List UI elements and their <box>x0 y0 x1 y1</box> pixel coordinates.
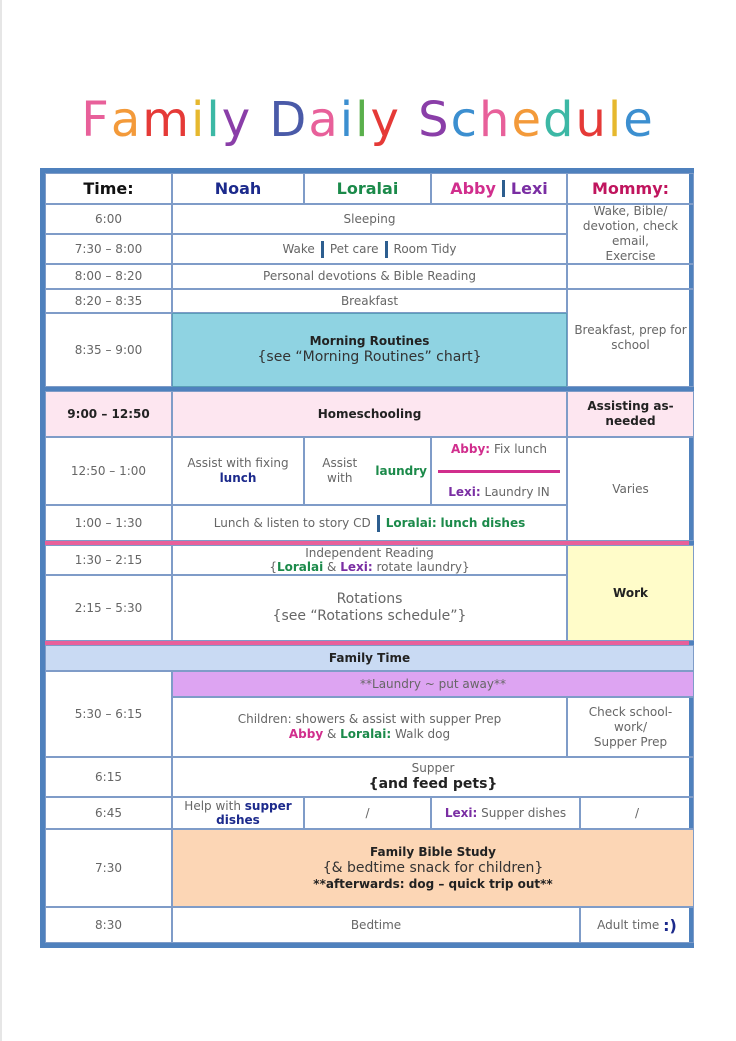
time-1250: 12:50 – 1:00 <box>45 437 172 505</box>
title-letter <box>252 92 269 148</box>
title-letter: i <box>191 92 207 148</box>
loralai-dishes-name: Loralai: <box>385 515 437 530</box>
mommy-check-line: Check school- <box>588 704 673 719</box>
abby-name: Abby <box>288 727 324 741</box>
title-letter: a <box>308 92 340 148</box>
lexi-task-text: Laundry IN <box>484 485 550 499</box>
noah-lunch-bold: lunch <box>219 471 257 485</box>
noah-lunch <box>172 437 304 505</box>
mommy-check-line: work/ <box>613 719 648 734</box>
loralai-laundry-bold: laundry <box>375 463 427 478</box>
time-130: 1:30 – 2:15 <box>45 545 172 575</box>
time-830: 8:30 <box>45 907 172 943</box>
wake-petcare-tidy <box>172 234 567 264</box>
amp: & <box>323 560 341 574</box>
noah-supper-dishes <box>172 797 304 829</box>
title-letter: S <box>418 92 451 148</box>
mommy-assisting-line: Assisting as- <box>587 399 674 413</box>
abby-lexi-divider <box>438 470 560 473</box>
bedtime: Bedtime <box>172 907 580 943</box>
noah-help <box>184 799 291 813</box>
wake-text: Wake <box>282 241 315 256</box>
laundry-put-away: **Laundry ~ put away** <box>172 671 694 697</box>
time-600: 6:00 <box>45 204 172 234</box>
mommy-early-routine <box>567 204 694 264</box>
title-letter: d <box>542 92 576 148</box>
mommy-breakfast-line: school <box>611 338 650 352</box>
loralai-dishes-task: lunch dishes <box>440 515 526 530</box>
brace: { <box>269 560 277 574</box>
mommy-breakfast <box>567 289 694 387</box>
smiley: :) <box>663 915 677 935</box>
time-530: 5:30 – 6:15 <box>45 671 172 757</box>
morning-routines <box>172 313 567 387</box>
family-bible-study <box>172 829 694 907</box>
header-abby: Abby <box>450 179 496 198</box>
children-showers-text: Children: showers & assist with supper Prep <box>237 712 502 726</box>
rotate-laundry-text: rotate laundry} <box>372 560 470 574</box>
title-letter: m <box>142 92 192 148</box>
lexi-name: Lexi: <box>444 805 478 820</box>
mommy-empty <box>567 264 694 289</box>
loralai-laundry <box>304 437 431 505</box>
loralai-laundry-text: Assist with <box>322 456 358 485</box>
independent-reading-title: Independent Reading <box>305 546 434 560</box>
rotations <box>172 575 567 641</box>
mommy-breakfast-line: Breakfast, prep for <box>574 323 687 337</box>
header-noah: Noah <box>172 173 304 204</box>
mommy-work: Work <box>567 545 694 641</box>
mommy-645: / <box>580 797 694 829</box>
devotions: Personal devotions & Bible Reading <box>172 264 567 289</box>
noah-lunch-text: Assist with fixing <box>187 456 289 470</box>
homeschooling: Homeschooling <box>172 391 567 437</box>
time-800: 8:00 – 8:20 <box>45 264 172 289</box>
title-letter: e <box>511 92 543 148</box>
separator <box>385 241 388 258</box>
breakfast: Breakfast <box>172 289 567 313</box>
mommy-check-line: Supper Prep <box>593 734 668 749</box>
petcare-text: Pet care <box>329 241 379 256</box>
header-loralai: Loralai <box>304 173 431 204</box>
header-time: Time: <box>45 173 172 204</box>
supper-title: Supper <box>411 761 455 775</box>
adult-time-text: Adult time <box>597 917 660 932</box>
lunch-story <box>172 505 567 541</box>
mommy-assisting-line: needed <box>605 414 656 428</box>
time-835: 8:35 – 9:00 <box>45 313 172 387</box>
bible-study-title: Family Bible Study <box>370 844 496 859</box>
rotations-note: {see “Rotations schedule”} <box>272 608 467 624</box>
supper <box>172 757 694 797</box>
title-letter: l <box>607 92 624 148</box>
title-letter: D <box>269 92 309 148</box>
title-letter <box>401 92 418 148</box>
dog-trip-note: **afterwards: dog – quick trip out** <box>313 876 553 891</box>
time-730pm: 7:30 <box>45 829 172 907</box>
schedule-table <box>40 168 694 948</box>
noah-dishes: dishes <box>216 813 260 827</box>
lexi-name: Lexi: <box>448 485 481 499</box>
title-letter: i <box>339 92 356 148</box>
mommy-early-line: email, <box>612 234 649 248</box>
noah-supper: supper <box>244 799 292 813</box>
abby-name: Abby: <box>451 442 491 456</box>
title-letter: e <box>623 92 655 148</box>
lexi-name: Lexi: <box>340 560 373 574</box>
title-letter: a <box>110 92 143 148</box>
time-730: 7:30 – 8:00 <box>45 234 172 264</box>
header-separator <box>502 180 505 197</box>
bedtime-snack: {& bedtime snack for children} <box>322 859 544 876</box>
page-title <box>0 92 736 148</box>
separator <box>377 515 380 532</box>
roomtidy-text: Room Tidy <box>393 241 457 256</box>
title-letter: y <box>370 92 401 148</box>
lunch-story-text: Lunch & listen to story CD <box>213 515 371 530</box>
page-edge <box>0 0 2 1041</box>
time-820: 8:20 – 8:35 <box>45 289 172 313</box>
header-lexi: Lexi <box>510 179 548 198</box>
children-showers <box>172 697 567 757</box>
mommy-adult-time <box>580 907 694 943</box>
time-645: 6:45 <box>45 797 172 829</box>
morning-routines-title: Morning Routines <box>309 334 430 348</box>
time-215: 2:15 – 5:30 <box>45 575 172 641</box>
title-letter: F <box>81 92 111 148</box>
lexi-supper-dishes <box>431 797 580 829</box>
mommy-early-line: Exercise <box>605 249 656 263</box>
walk-dog <box>289 727 450 742</box>
rotations-title: Rotations <box>336 591 403 607</box>
loralai-name: Loralai <box>276 560 324 574</box>
loralai-name: Loralai: <box>340 727 392 741</box>
mommy-varies: Varies <box>567 437 694 541</box>
amp: & <box>323 727 341 741</box>
walk-dog-text: Walk dog <box>391 727 451 741</box>
mommy-assisting <box>567 391 694 437</box>
family-time-header: Family Time <box>45 645 694 671</box>
mommy-early-line: devotion, check <box>582 219 679 233</box>
header-abby-lexi <box>431 173 567 204</box>
lexi-supper-text: Supper dishes <box>481 805 567 820</box>
header-mommy: Mommy: <box>567 173 694 204</box>
abby-task <box>451 442 547 457</box>
title-letter: h <box>479 92 512 148</box>
mommy-early-line: Wake, Bible/ <box>593 204 668 218</box>
loralai-645: / <box>304 797 431 829</box>
title-letter: l <box>355 92 371 148</box>
lexi-task <box>448 485 550 500</box>
separator <box>321 241 324 258</box>
time-100: 1:00 – 1:30 <box>45 505 172 541</box>
abby-task-text: Fix lunch <box>493 442 547 456</box>
title-letter: l <box>206 92 222 148</box>
time-900: 9:00 – 12:50 <box>45 391 172 437</box>
rotate-laundry <box>269 560 469 574</box>
time-615: 6:15 <box>45 757 172 797</box>
morning-routines-note: {see “Morning Routines” chart} <box>257 349 482 365</box>
feed-pets: {and feed pets} <box>368 776 498 792</box>
independent-reading <box>172 545 567 575</box>
title-letter: u <box>575 92 608 148</box>
mommy-check-schoolwork <box>567 697 694 757</box>
noah-help-text: Help with <box>184 799 241 813</box>
abby-lexi-tasks <box>431 437 567 505</box>
title-letter: y <box>221 92 253 148</box>
sleeping: Sleeping <box>172 204 567 234</box>
title-letter: c <box>450 92 480 148</box>
